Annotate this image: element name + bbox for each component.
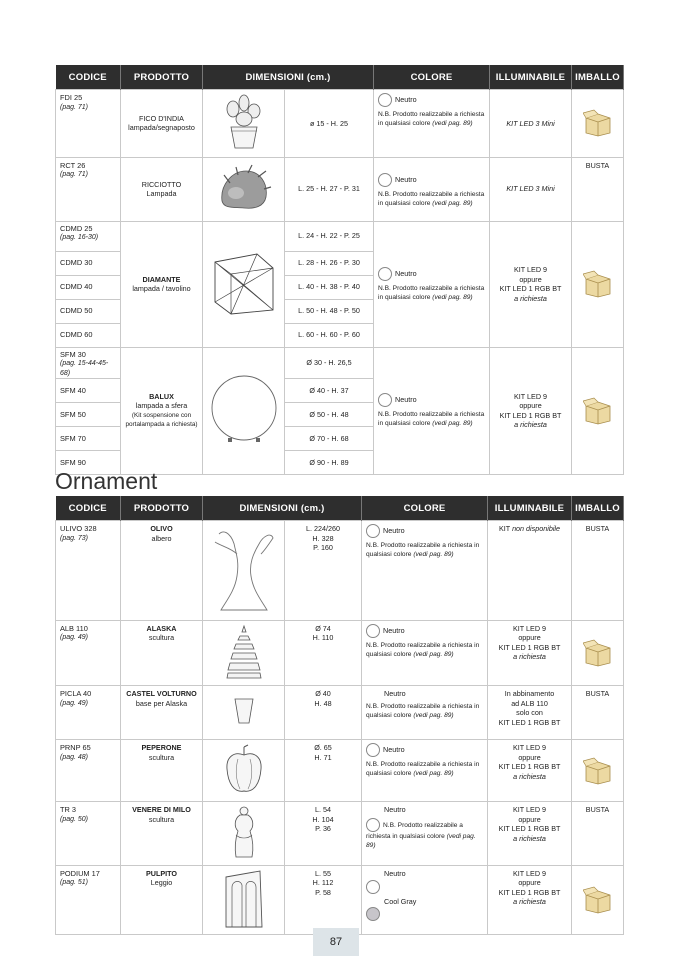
light-line: KIT LED 9 [513,805,547,814]
product-desc: lampada/segnaposto [128,123,195,133]
light-line: a richiesta [514,293,547,303]
nb-text: N.B. Prodotto realizzabile a richiesta in qualsiasi colore [366,542,480,558]
page-ref: (pag. 51) [60,879,89,886]
light-line: KIT LED 9 [514,265,548,274]
nb-ref: (vedi pag. 89) [413,711,454,719]
product-desc: scultura [148,752,175,762]
dimension: L. 224/260 [306,524,340,533]
color-neutral: Neutro [395,395,417,405]
product-code: CDMD 25 [60,223,93,233]
neutral-swatch [378,93,392,107]
neutral-swatch [366,818,380,832]
dimension: P. 160 [313,543,333,552]
light-line: oppure [519,274,542,284]
table-row [56,865,624,935]
diamond-cube-image [211,250,277,316]
light-rest: non disponibile [512,524,561,533]
dimension: H. 328 [312,533,334,543]
dimension: ø 15 - H. 25 [285,90,374,158]
product-code: RCT 26 [60,160,86,170]
light-line: a richiesta [513,833,546,843]
product-name: OLIVO [150,524,173,533]
header-imballo: IMBALLO [572,496,624,521]
neutral-swatch [378,393,392,407]
page-ref: (pag. 71) [60,171,89,178]
header-prodotto: PRODOTTO [121,65,203,90]
dimension: L. 24 - H. 22 - P. 25 [285,221,374,251]
product-code: ULIVO 328 [60,524,97,533]
light-line: KIT LED 1 RGB BT [498,717,561,727]
light-line: KIT LED 1 RGB BT [499,284,562,293]
color-neutral: Neutro [395,268,417,278]
dimension: H. 104 [312,814,334,824]
product-name: ALASKA [146,623,177,633]
nb-text: N.B. Prodotto realizzabile a richiesta in qualsiasi colore [378,284,485,301]
dimension: Ø 74 [315,623,331,633]
dimension: Ø 70 - H. 68 [285,427,374,451]
header-colore: COLORE [362,496,488,521]
neutral-swatch [366,743,380,757]
neutral-swatch [366,524,380,538]
product-name: BALUX [149,391,174,401]
neutral-swatch [378,173,392,187]
dimension: L. 54 [315,805,331,814]
color-neutral: Neutro [383,625,405,635]
product-code: PRNP 65 [60,743,91,752]
product-code: SFM 30 [60,349,86,359]
page-ref: (pag. 48) [60,753,89,761]
page-ref: (pag. 49) [60,699,89,707]
light-line: a richiesta [514,420,547,430]
table-header [56,496,624,521]
dimension: Ø 40 - H. 37 [285,379,374,403]
color-neutral: Neutro [383,525,405,535]
box-icon [583,270,613,298]
neutral-swatch [366,880,380,894]
color-neutral: Neutro [383,744,405,754]
page-ref: (pag. 71) [60,103,89,111]
light-kit: KIT [499,524,511,533]
page-ref: (pag. 15-44-45-68) [60,360,109,377]
dimension: Ø 50 - H. 48 [285,403,374,427]
sphere-image [208,374,280,446]
box-icon [583,397,613,425]
nb-text: N.B. Prodotto realizzabile a richiesta in qualsiasi colore [366,641,480,658]
header-imballo: IMBALLO [572,65,624,90]
base-image [232,696,256,726]
light-line: KIT LED 9 [514,391,548,401]
dimension: Ø 40 [315,689,331,698]
box-icon [583,757,613,785]
product-code: CDMD 30 [56,251,121,275]
nb-ref: (vedi pag. 89) [432,120,473,127]
table-row [56,90,624,158]
dimension: L. 28 - H. 26 - P. 30 [285,251,374,275]
product-name: DIAMANTE [142,274,181,284]
light-line: oppure [518,633,541,642]
nb-ref: (vedi pag. 89) [413,551,454,558]
table-row [56,686,624,740]
packaging: BUSTA [572,521,624,621]
table-row [56,620,624,686]
light-line: KIT LED 9 [513,743,547,752]
product-code: SFM 90 [56,451,121,475]
dimension: H. 71 [314,752,332,762]
nb-ref: (vedi pag. 89) [432,420,473,428]
color-neutral: Neutro [384,868,406,878]
product-desc: Leggio [150,878,173,887]
product-desc: Lampada [146,189,177,198]
product-code: FDI 25 [60,93,83,102]
light-line: a richiesta [513,897,546,906]
light-line: KIT LED 1 RGB BT [498,824,561,833]
section-title: Ornament [55,468,158,494]
nb-text: N.B. Prodotto realizzabile a richiesta in qualsiasi colore [378,411,485,428]
dimension: Ø 90 - H. 89 [285,451,374,475]
header-codice: CODICE [56,496,121,521]
light-line: KIT LED 9 [513,868,547,878]
packaging: BUSTA [572,686,624,740]
light-line: In abbinamento [504,689,555,698]
product-code: CDMD 60 [56,323,121,347]
dimension: L. 55 [315,868,331,878]
light-line: a richiesta [513,652,546,661]
light-line: KIT LED 1 RGB BT [498,642,561,652]
cactus-pot-image [219,93,269,151]
illuminabile: KIT LED 3 Mini [490,157,572,221]
dimension: Ø 30 - H. 26,5 [285,347,374,379]
product-desc: scultura [148,633,175,642]
product-code: ALB 110 [60,623,88,633]
light-line: KIT LED 9 [513,623,547,633]
lamps-table [55,65,624,475]
product-name: VENERE DI MILO [132,805,191,814]
product-desc: scultura [148,814,175,824]
light-line: oppure [518,814,541,824]
product-desc: lampada / tavolino [132,284,191,293]
venus-statue-image [226,805,262,859]
header-dimensioni: DIMENSIONI (cm.) [203,496,362,521]
product-name: RICCIOTTO [141,179,182,189]
olive-tree-image [209,524,279,614]
table-row [56,221,624,251]
dimension: L. 50 - H. 48 - P. 50 [285,299,374,323]
page-number: 87 [313,928,359,956]
dimension: Ø. 65 [314,743,332,752]
light-line: a richiesta [513,771,546,781]
hedgehog-image [216,163,272,213]
product-code: PODIUM 17 [60,868,100,878]
lectern-image [222,869,266,929]
light-line: oppure [518,752,541,762]
table-row [56,740,624,802]
neutral-swatch [378,267,392,281]
dimension: L. 40 - H. 38 - P. 40 [285,275,374,299]
nb-text: N.B. Prodotto realizzabile a richiesta in qualsiasi colore [366,821,463,840]
table-row [56,802,624,866]
product-desc: lampada a sfera [135,401,188,411]
nb-text: N.B. Prodotto realizzabile a richiesta in qualsiasi colore [378,111,485,127]
ornament-table [55,496,624,935]
box-icon [583,886,613,914]
header-illuminabile: ILLUMINABILE [488,496,572,521]
header-illuminabile: ILLUMINABILE [490,65,572,90]
product-name: CASTEL VOLTURNO [126,689,197,698]
nb-ref: (vedi pag. 89) [366,832,476,849]
header-prodotto: PRODOTTO [121,496,203,521]
light-line: KIT LED 1 RGB BT [498,762,561,771]
product-desc: albero [151,533,172,543]
product-code: SFM 70 [56,427,121,451]
product-name: FICO D'INDIA [139,113,184,123]
packaging: BUSTA [572,802,624,866]
color-cool-gray: Cool Gray [384,897,417,906]
cool-gray-swatch [366,907,380,921]
dimension: L. 25 - H. 27 - P. 31 [285,157,374,221]
page-ref: (pag. 49) [60,634,89,641]
alaska-sculpture-image [224,624,264,680]
light-line: KIT LED 1 RGB BT [498,887,561,897]
dimension: P. 36 [315,824,331,833]
table-row [56,521,624,621]
nb-ref: (vedi pag. 89) [413,770,454,777]
packaging: BUSTA [572,157,624,221]
pepper-image [222,743,266,795]
header-colore: COLORE [374,65,490,90]
product-name: PULPITO [145,868,178,878]
product-code: SFM 40 [56,379,121,403]
color-neutral: Neutro [384,805,406,814]
header-codice: CODICE [56,65,121,90]
product-code: CDMD 50 [56,299,121,323]
table-header [56,65,624,90]
color-neutral: Neutro [395,174,417,184]
dimension: H. 48 [314,698,332,708]
color-neutral: Neutro [384,689,406,698]
page-ref: (pag. 73) [60,534,89,542]
product-name: PEPERONE [141,743,182,752]
nb-ref: (vedi pag. 89) [432,293,473,301]
dimension: L. 60 - H. 60 - P. 60 [285,323,374,347]
light-line: KIT LED 1 RGB BT [499,410,562,420]
nb-text: N.B. Prodotto realizzabile a richiesta in qualsiasi colore [378,190,485,207]
page-ref: (pag. 50) [60,815,89,823]
product-code: SFM 50 [56,403,121,427]
dimension: P. 58 [315,887,331,897]
light-line: solo con [516,708,543,717]
light-line: oppure [518,878,541,887]
table-row [56,347,624,379]
light-line: oppure [519,401,542,411]
light-line: ad ALB 110 [511,698,548,708]
nb-text: N.B. Prodotto realizzabile a richiesta in qualsiasi colore [366,702,480,719]
header-dimensioni: DIMENSIONI (cm.) [203,65,374,90]
product-desc-2: (Kit sospensione con portalampada a richiesta) [125,411,198,429]
table-row [56,157,624,221]
product-code: PICLA 40 [60,689,92,698]
nb-text: N.B. Prodotto realizzabile a richiesta in qualsiasi colore [366,761,480,777]
illuminabile: KIT LED 3 Mini [490,90,572,158]
nb-ref: (vedi pag. 89) [413,650,454,658]
color-neutral: Neutro [395,94,417,104]
box-icon [583,639,613,667]
product-code: CDMD 40 [56,275,121,299]
product-desc: base per Alaska [135,698,188,708]
nb-ref: (vedi pag. 89) [432,199,473,207]
neutral-swatch [366,624,380,638]
dimension: H. 110 [312,633,334,642]
product-code: TR 3 [60,805,77,814]
page-ref: (pag. 16-30) [60,234,99,241]
dimension: H. 112 [312,878,334,887]
box-icon [583,109,613,137]
